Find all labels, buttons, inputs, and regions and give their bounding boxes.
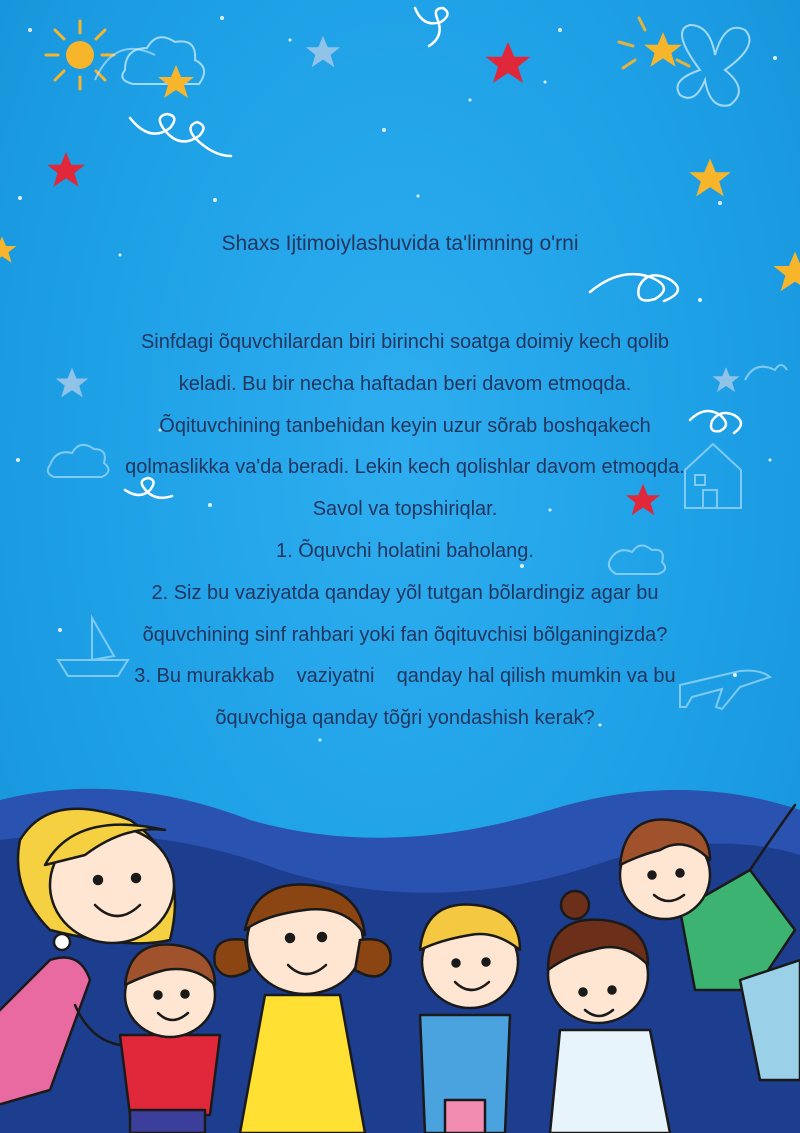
question-3: 3. Bu murakkab vaziyatni qanday hal qilish mumkin va bu — [134, 665, 676, 688]
section-heading: Savol va topshiriqlar. — [312, 498, 498, 521]
children-illustration — [0, 770, 800, 1133]
kid-icon — [420, 905, 520, 1133]
question-1: 1. Õquvchi holatini baholang. — [276, 539, 534, 562]
cloud-icon — [122, 37, 204, 84]
sun-icon — [46, 21, 114, 89]
question-2-cont: õquvchining sinf rahbari yoki fan õqituvchisi bõlganingizda? — [142, 623, 668, 646]
question-3-cont: õquvchiga qanday tõğri yondashish kerak? — [215, 707, 595, 730]
document-body — [60, 322, 750, 740]
question-2: 2. Siz bu vaziyatda qanday yõl tutgan bõlardingiz agar bu — [151, 581, 659, 604]
body-line: Sinfdagi õquvchilardan biri birinchi soatga doimiy kech qolib — [140, 331, 670, 353]
body-line: Õqituvchining tanbehidan keyin uzur sõrab boshqakech — [159, 414, 651, 437]
body-line: qolmaslikka va'da beradi. Lekin kech qolishlar davom etmoqda. — [125, 456, 685, 479]
body-line: keladi. Bu bir necha haftadan beri davom etmoqda. — [178, 372, 632, 395]
page-title: Shaxs Ijtimoiylashuvida ta'limning o'rni — [221, 232, 579, 255]
